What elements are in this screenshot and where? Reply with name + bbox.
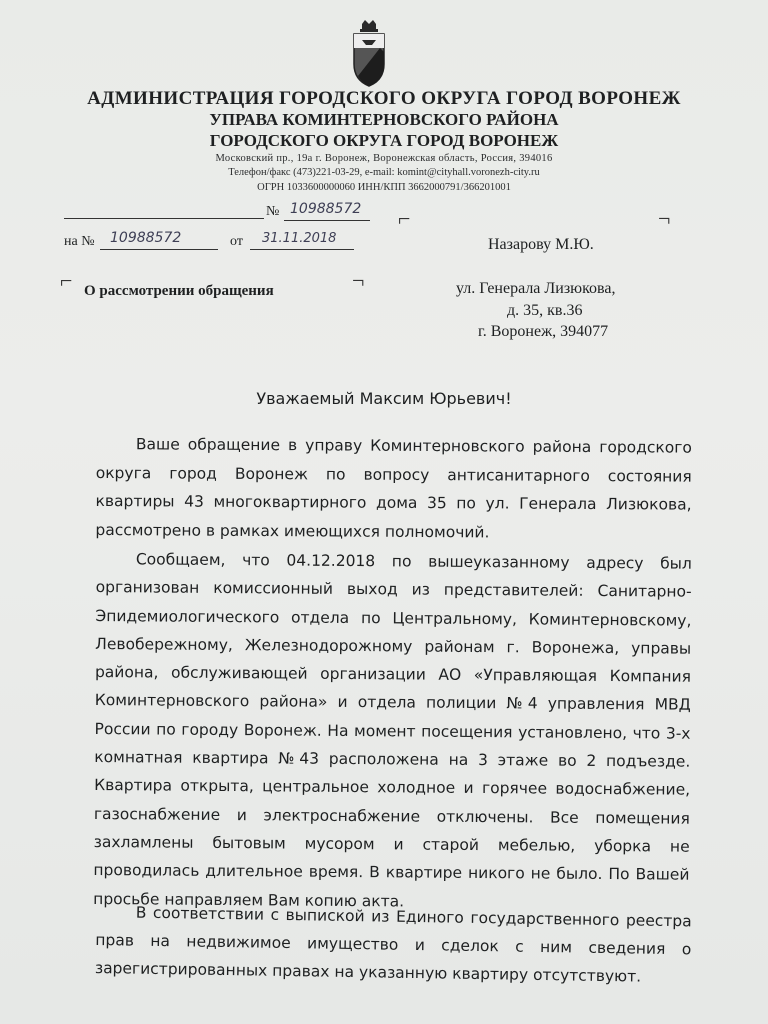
administration-title: АДМИНИСТРАЦИЯ ГОРОДСКОГО ОКРУГА ГОРОД ВОРОНЕЖ xyxy=(87,88,681,109)
body-paragraph-2-text: Сообщаем, что 04.12.2018 по вышеуказанному адресу был организован комиссионный выход из представителей: Санитарно-Эпидемиологического отдела по Центральному, Коминтерновскому, Левобережному, Железнодорожному районам г. Воронежа, управы района, обслуживающей организации АО «Управляющая Компания Коминтерновского района» и отдела полиции №4 управления МВД России по городу Воронеж. На момент посещения установлено, что 3-х комнатная квартира №43 расположена на 3 этаже во 2 подъезде. Квартира открыта, центральное холодное и горячее водоснабжение, газоснабжение и электроснабжение отключены. Все помещения захламлены бытовым мусором и старой мебелью, уборка не проводилась длительное время. В квартире никого не было. По Вашей просьбе направляем Вам копию акта. xyxy=(93,550,692,910)
date-prefix: от xyxy=(230,234,243,249)
date-handwritten: 31.11.2018 xyxy=(262,231,337,246)
subject-corner-left: ⌐ xyxy=(60,268,73,293)
outgoing-number-handwritten: 10988572 xyxy=(290,201,362,217)
office-address: Московский пр., 19а г. Воронеж, Воронежская область, Россия, 394016 xyxy=(215,153,553,164)
office-registration-codes: ОГРН 1033600000060 ИНН/КПП 3662000791/366201001 xyxy=(257,182,511,193)
city-coat-of-arms-emblem xyxy=(348,18,390,88)
reference-number-handwritten: 10988572 xyxy=(110,230,182,246)
greeting: Уважаемый Максим Юрьевич! xyxy=(256,389,512,408)
recipient-city: г. Воронеж, 394077 xyxy=(478,323,609,340)
uprava-title-line1: УПРАВА КОМИНТЕРНОВСКОГО РАЙОНА xyxy=(209,110,559,129)
reference-prefix: на № xyxy=(64,234,95,249)
date-blank-line xyxy=(64,218,264,219)
office-contacts: Телефон/факс (473)221-03-29, e-mail: komint@cityhall.voronezh-city.ru xyxy=(228,167,540,178)
body-paragraph-1-text: Ваше обращение в управу Коминтерновского района городского округа город Воронеж по вопросу антисанитарного состояния квартиры 43 многоквартирного дома 35 по ул. Генерала Лизюкова, рассмотрено в рамках имеющихся полномочий. xyxy=(95,435,692,542)
recipient-house: д. 35, кв.36 xyxy=(507,302,583,319)
letter-subject: О рассмотрении обращения xyxy=(84,283,274,299)
uprava-title-line2: ГОРОДСКОГО ОКРУГА ГОРОД ВОРОНЕЖ xyxy=(209,131,559,150)
outgoing-number-sign: № xyxy=(266,204,280,219)
subject-corner-right: ¬ xyxy=(352,268,365,293)
number-blank-line xyxy=(284,220,370,221)
address-block-corner-right: ¬ xyxy=(658,206,671,231)
body-paragraph-3-text: В соответствии с выпиской из Единого государственного реестра прав на недвижимое имущество и сделок с ним сведения о зарегистрированных правах на указанную квартиру отсутствуют. xyxy=(94,903,692,986)
reference-blank-line xyxy=(100,249,218,250)
address-block-corner-left: ⌐ xyxy=(398,206,411,231)
recipient-street: ул. Генерала Лизюкова, xyxy=(456,280,616,297)
date-value-blank-line xyxy=(250,249,354,250)
body-paragraph-3 xyxy=(95,898,692,991)
recipient-name: Назарову М.Ю. xyxy=(488,236,594,253)
body-paragraph-1 xyxy=(95,430,692,548)
paragraph-indent xyxy=(96,917,136,918)
body-paragraph-2 xyxy=(93,545,692,918)
